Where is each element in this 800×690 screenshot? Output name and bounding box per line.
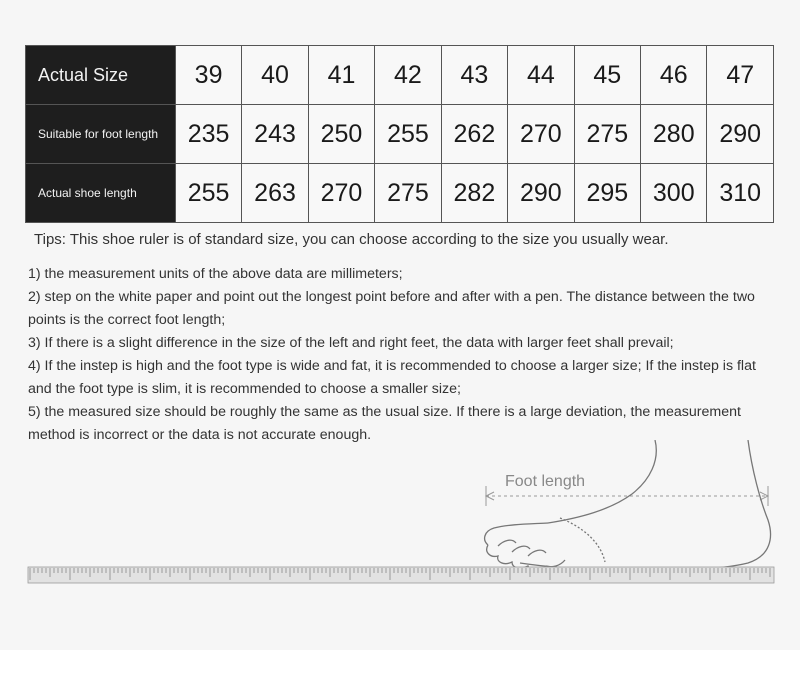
tips-text: Tips: This shoe ruler is of standard size, you can choose according to the size you usually wear. [34, 231, 669, 248]
table-cell: 255 [175, 164, 241, 223]
note-item: 4) If the instep is high and the foot type is wide and fat, it is recommended to choose a larger size; If the instep is flat and the foot type is slim, it is recommended to choose a smaller size; [28, 358, 756, 397]
size-table [25, 45, 774, 223]
table-cell: 300 [641, 164, 707, 223]
note-item: 2) step on the white paper and point out the longest point before and after with a pen. The distance between the two points is the correct foot length; [28, 289, 755, 328]
row-header-foot-length: Suitable for foot length [26, 105, 176, 164]
foot-illustration-icon [0, 440, 800, 640]
table-cell: 295 [574, 164, 640, 223]
foot-length-label: Foot length [505, 473, 586, 490]
ruler [28, 567, 774, 583]
table-cell: 275 [574, 105, 640, 164]
measure-arrow [486, 486, 768, 506]
table-cell: 44 [508, 46, 574, 105]
table-cell: 39 [175, 46, 241, 105]
table-row-foot-length [26, 105, 774, 164]
notes-list [28, 263, 768, 447]
table-cell: 42 [375, 46, 441, 105]
table-cell: 282 [441, 164, 507, 223]
table-cell: 235 [175, 105, 241, 164]
table-cell: 243 [242, 105, 308, 164]
table-cell: 46 [641, 46, 707, 105]
foot-outline [485, 440, 771, 571]
row-header-actual-size: Actual Size [26, 46, 176, 105]
table-cell: 47 [707, 46, 774, 105]
table-cell: 250 [308, 105, 374, 164]
table-cell: 43 [441, 46, 507, 105]
table-cell: 255 [375, 105, 441, 164]
table-cell: 280 [641, 105, 707, 164]
table-cell: 310 [707, 164, 774, 223]
table-cell: 270 [508, 105, 574, 164]
table-row-shoe-length [26, 164, 774, 223]
table-cell: 262 [441, 105, 507, 164]
table-cell: 45 [574, 46, 640, 105]
table-cell: 290 [707, 105, 774, 164]
table-cell: 275 [375, 164, 441, 223]
row-header-shoe-length: Actual shoe length [26, 164, 176, 223]
table-cell: 270 [308, 164, 374, 223]
table-cell: 290 [508, 164, 574, 223]
note-item: 5) the measured size should be roughly the same as the usual size. If there is a large deviation, the measurement method is incorrect or the data is not accurate enough. [28, 404, 741, 443]
note-item: 1) the measurement units of the above data are millimeters; [28, 266, 403, 282]
table-row-actual-size [26, 46, 774, 105]
table-cell: 41 [308, 46, 374, 105]
table-cell: 40 [242, 46, 308, 105]
note-item: 3) If there is a slight difference in the size of the left and right feet, the data with larger feet shall prevail; [28, 335, 674, 351]
table-cell: 263 [242, 164, 308, 223]
